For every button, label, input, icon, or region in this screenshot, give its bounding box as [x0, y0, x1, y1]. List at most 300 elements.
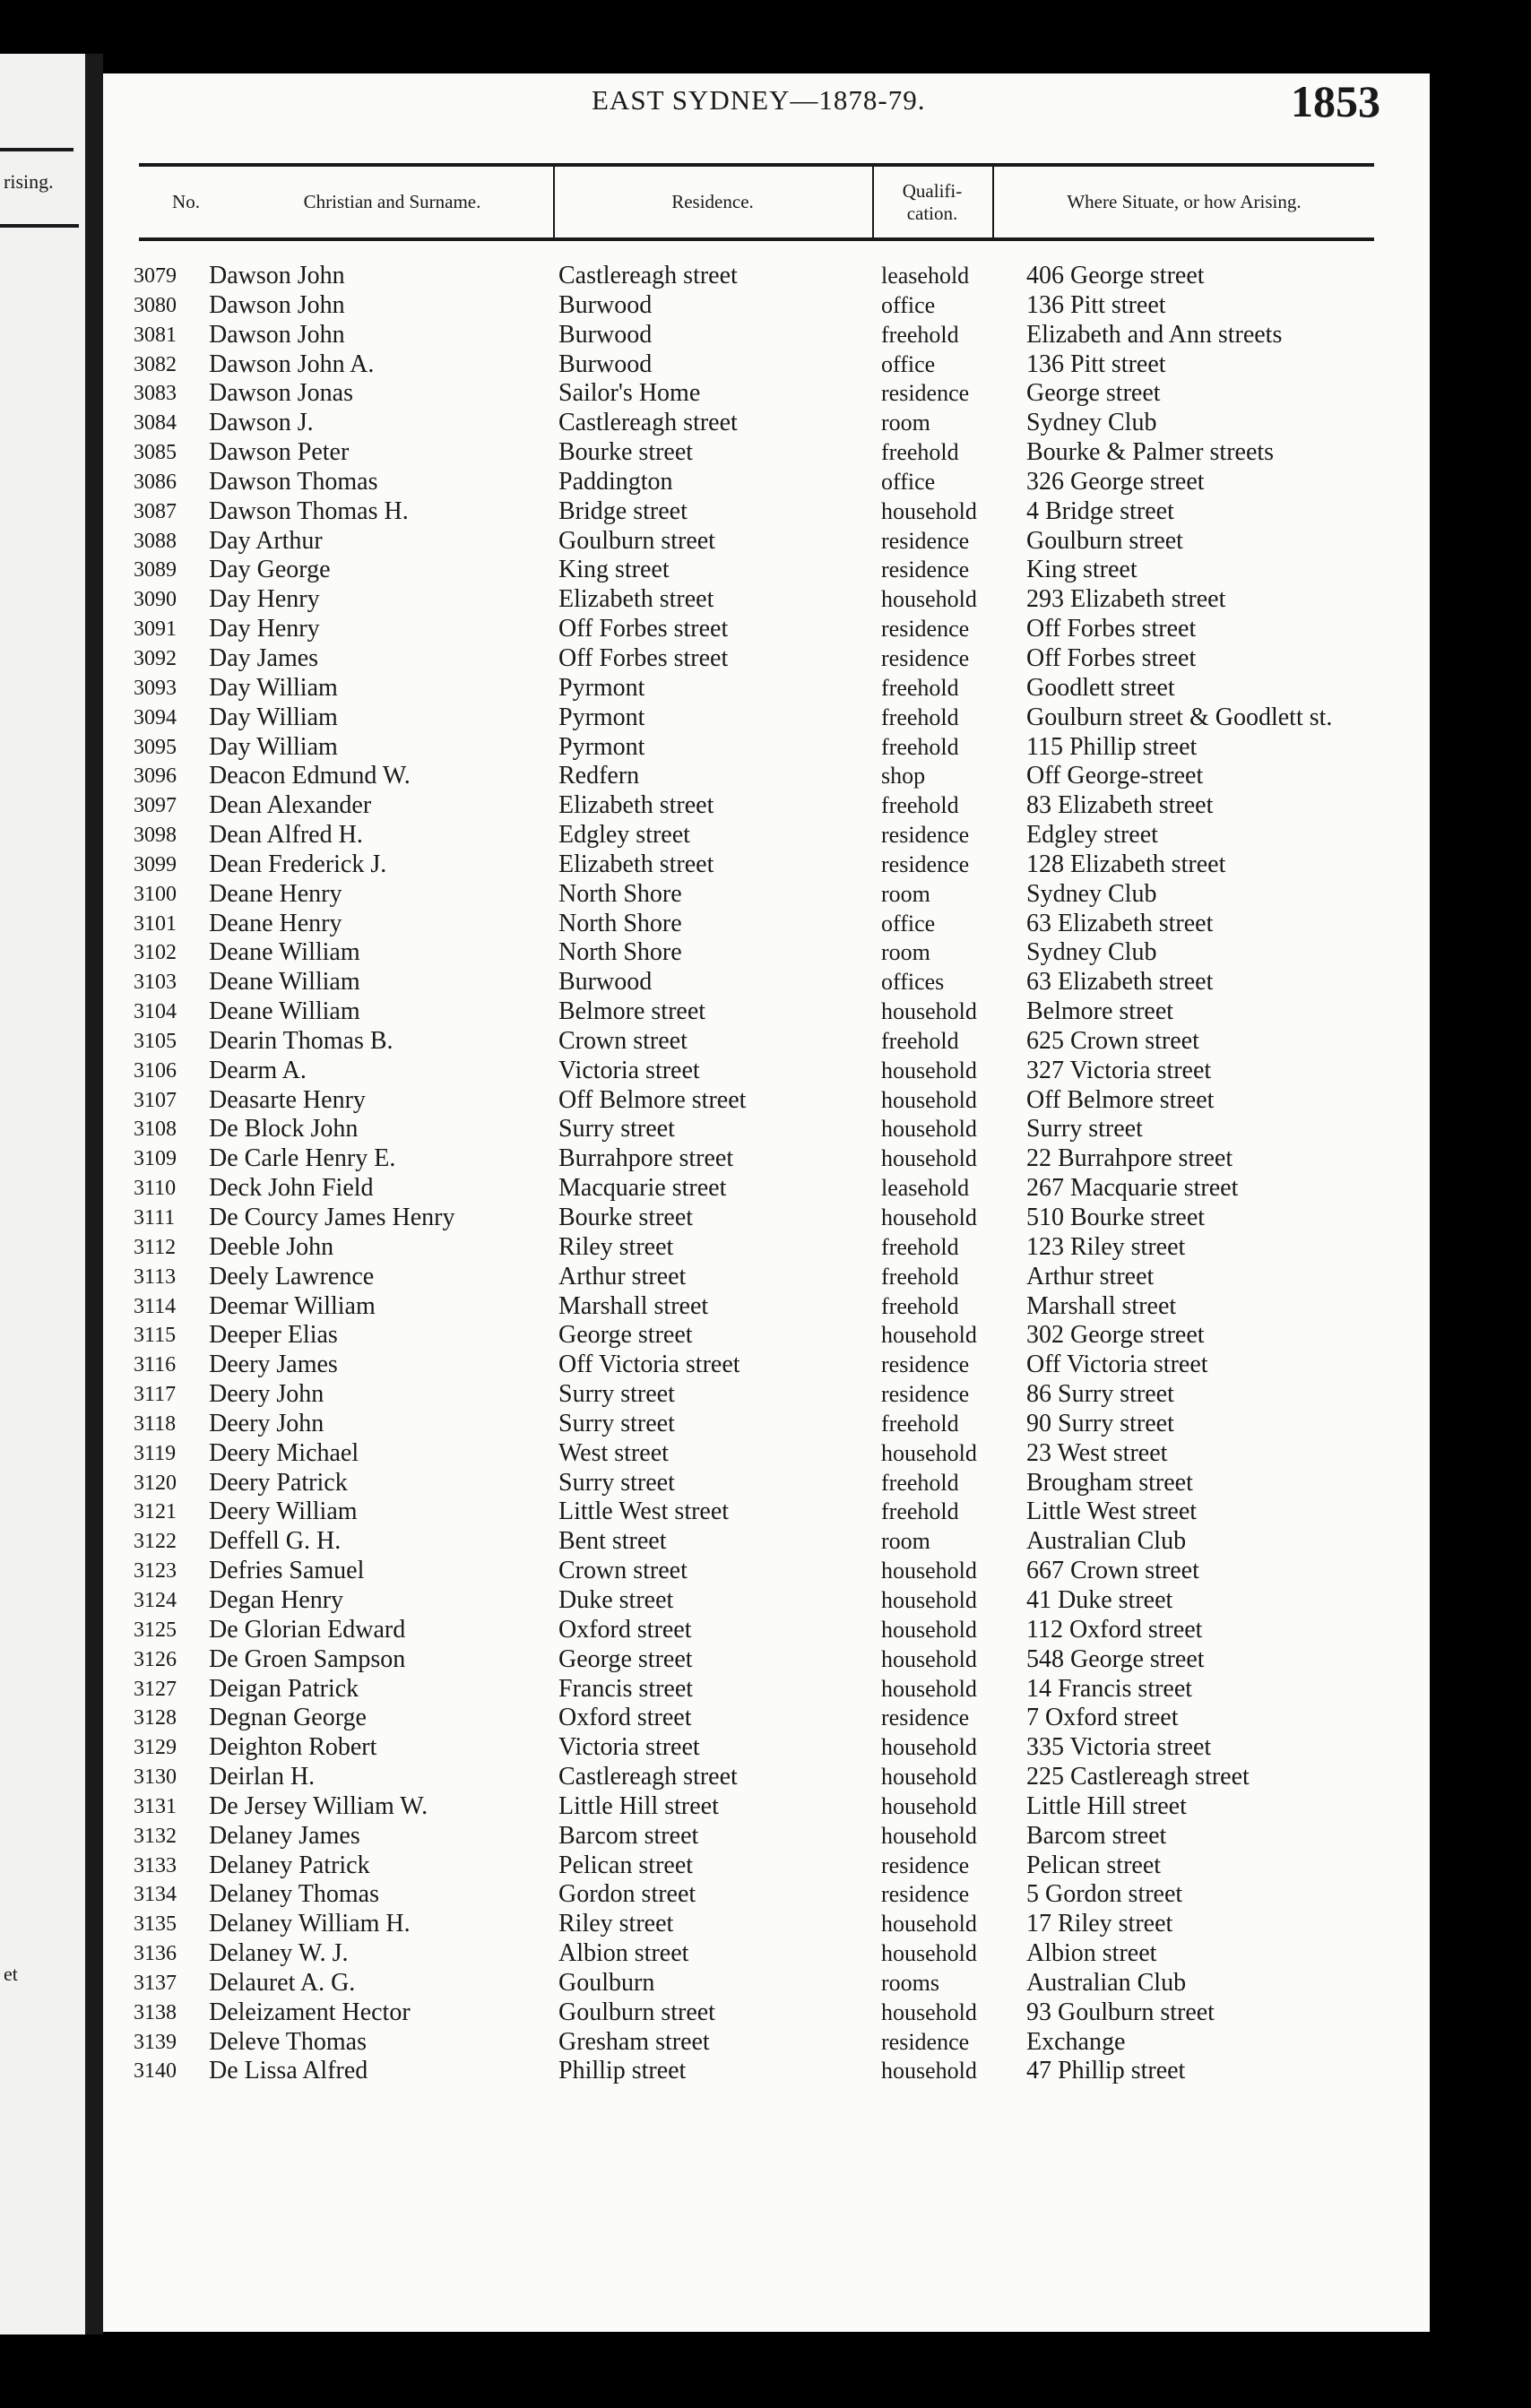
qualification-cell: residence	[881, 2028, 970, 2055]
row-number: 3124	[134, 1588, 177, 1612]
table-row	[103, 674, 1430, 703]
elector-name: Deigan Patrick	[209, 1674, 359, 1703]
row-number: 3135	[134, 1912, 177, 1937]
residence-cell: Victoria street	[558, 1056, 700, 1084]
where-situate-cell: 293 Elizabeth street	[1026, 585, 1226, 614]
table-row	[103, 938, 1430, 968]
where-situate-cell: Off Victoria street	[1026, 1351, 1208, 1379]
elector-name: Deely Lawrence	[209, 1262, 375, 1290]
row-number: 3139	[134, 2030, 177, 2054]
elector-name: Deck John Field	[209, 1174, 374, 1203]
where-situate-cell: 83 Elizabeth street	[1026, 791, 1214, 820]
residence-cell: Elizabeth street	[558, 850, 714, 878]
table-row	[103, 1115, 1430, 1144]
residence-cell: Belmore street	[558, 997, 706, 1026]
table-row	[103, 1616, 1430, 1645]
residence-cell: Bourke street	[558, 1204, 694, 1231]
residence-cell: Burrahpore street	[558, 1144, 734, 1173]
where-situate-cell: 406 George street	[1026, 262, 1205, 289]
table-row	[103, 1586, 1430, 1616]
row-number: 3131	[134, 1794, 177, 1818]
row-number: 3105	[134, 1029, 177, 1053]
table-row	[103, 1204, 1430, 1233]
where-situate-cell: 667 Crown street	[1026, 1557, 1199, 1585]
table-row	[103, 409, 1430, 438]
table-row	[103, 1733, 1430, 1763]
row-number: 3095	[134, 735, 177, 759]
qualification-cell: freehold	[881, 792, 959, 819]
qualification-cell: residence	[881, 1851, 970, 1878]
elector-name: Dawson John	[209, 320, 345, 349]
where-situate-cell: 47 Phillip street	[1026, 2057, 1186, 2085]
qualification-cell: leasehold	[881, 263, 970, 289]
where-situate-cell: 14 Francis street	[1026, 1674, 1193, 1703]
qualification-cell: household	[881, 998, 977, 1025]
where-situate-cell: 335 Victoria street	[1026, 1733, 1212, 1762]
residence-cell: Little Hill street	[558, 1791, 719, 1820]
qualification-cell: residence	[881, 822, 970, 849]
table-row	[103, 997, 1430, 1027]
qualification-cell: residence	[881, 380, 970, 407]
row-number: 3082	[134, 352, 177, 376]
table-row	[103, 1380, 1430, 1410]
elector-name: Dawson John	[209, 290, 345, 319]
row-number: 3114	[134, 1294, 177, 1318]
where-situate-cell: Bourke & Palmer streets	[1026, 438, 1275, 467]
where-situate-cell: 5 Gordon street	[1026, 1880, 1183, 1909]
qualification-cell: freehold	[881, 674, 959, 701]
where-situate-cell: Australian Club	[1026, 1968, 1187, 1997]
where-situate-cell: 41 Duke street	[1026, 1585, 1173, 1614]
row-number: 3140	[134, 2059, 177, 2084]
elector-name: De Block John	[209, 1115, 359, 1144]
elector-name: Deery William	[209, 1497, 358, 1526]
residence-cell: Off Victoria street	[558, 1351, 740, 1379]
table-row	[103, 1233, 1430, 1263]
residence-cell: Castlereagh street	[558, 409, 738, 437]
elector-name: Delauret A. G.	[209, 1968, 356, 1997]
row-number: 3099	[134, 852, 177, 876]
table-row	[103, 350, 1430, 380]
table-row	[103, 1939, 1430, 1969]
table-row	[103, 1704, 1430, 1733]
residence-cell: Off Forbes street	[558, 643, 729, 672]
elector-name: Dawson Thomas H.	[209, 496, 409, 525]
residence-cell: Elizabeth street	[558, 585, 714, 614]
where-situate-cell: Pelican street	[1026, 1851, 1162, 1879]
elector-name: Dawson John	[209, 262, 345, 289]
table-row	[103, 1144, 1430, 1174]
qualification-cell: household	[881, 1145, 977, 1172]
qualification-cell: room	[881, 1528, 930, 1555]
elector-name: Degnan George	[209, 1704, 367, 1732]
residence-cell: Pyrmont	[558, 673, 645, 702]
elector-name: Delaney William H.	[209, 1910, 411, 1938]
elector-name: Deasarte Henry	[209, 1085, 366, 1114]
where-situate-cell: 326 George street	[1026, 467, 1205, 496]
elector-name: Deery John	[209, 1380, 324, 1409]
elector-name: Deery Patrick	[209, 1468, 348, 1497]
elector-name: Deane Henry	[209, 909, 342, 937]
table-row	[103, 1174, 1430, 1204]
where-situate-cell: Belmore street	[1026, 997, 1174, 1026]
qualification-cell: residence	[881, 1705, 970, 1731]
residence-cell: Sailor's Home	[558, 379, 701, 408]
row-number: 3123	[134, 1559, 177, 1584]
row-number: 3079	[134, 264, 177, 288]
elector-name: Deane Henry	[209, 879, 342, 908]
table-row	[103, 615, 1430, 644]
page-number: 1853	[1291, 76, 1380, 126]
where-situate-cell: 112 Oxford street	[1026, 1615, 1203, 1644]
qualification-cell: shop	[881, 763, 926, 790]
qualification-cell: freehold	[881, 1410, 959, 1437]
residence-cell: Albion street	[558, 1939, 689, 1968]
elector-name: Deirlan H.	[209, 1763, 316, 1791]
table-row	[103, 968, 1430, 997]
where-situate-cell: 123 Riley street	[1026, 1232, 1186, 1261]
qualification-cell: residence	[881, 1381, 970, 1408]
where-situate-cell: Surry street	[1026, 1115, 1143, 1144]
table-row	[103, 1880, 1430, 1910]
row-number: 3089	[134, 558, 177, 583]
column-header-no: No.	[172, 191, 200, 213]
where-situate-cell: Off George-street	[1026, 762, 1204, 790]
row-number: 3128	[134, 1706, 177, 1730]
elector-name: Delaney James	[209, 1821, 360, 1850]
elector-name: Deane William	[209, 938, 360, 967]
elector-name: Dawson Thomas	[209, 467, 378, 496]
table-row	[103, 2057, 1430, 2086]
elector-name: Day James	[209, 643, 319, 672]
elector-name: De Groen Sampson	[209, 1644, 406, 1673]
residence-cell: Francis street	[558, 1674, 694, 1703]
qualification-cell: offices	[881, 969, 945, 996]
qualification-cell: residence	[881, 1881, 970, 1908]
where-situate-cell: Little Hill street	[1026, 1791, 1187, 1820]
table-row	[103, 262, 1430, 291]
residence-cell: Arthur street	[558, 1262, 687, 1290]
where-situate-cell: 115 Phillip street	[1026, 732, 1198, 761]
where-situate-cell: Sydney Club	[1026, 879, 1157, 908]
where-situate-cell: Exchange	[1026, 2027, 1126, 2056]
residence-cell: Off Belmore street	[558, 1085, 747, 1114]
qualification-cell: household	[881, 1764, 977, 1791]
elector-name: Deleve Thomas	[209, 2027, 367, 2056]
row-number: 3130	[134, 1765, 177, 1790]
where-situate-cell: King street	[1026, 556, 1137, 584]
elector-name: Deery Michael	[209, 1438, 359, 1467]
residence-cell: Victoria street	[558, 1733, 700, 1762]
residence-cell: West street	[558, 1438, 669, 1467]
table-row	[103, 1086, 1430, 1116]
residence-cell: Barcom street	[558, 1821, 699, 1850]
elector-name: Defries Samuel	[209, 1557, 365, 1585]
qualification-cell: freehold	[881, 703, 959, 730]
table-row	[103, 1557, 1430, 1586]
elector-name: Day Arthur	[209, 526, 323, 555]
row-number: 3090	[134, 588, 177, 612]
qualification-cell: residence	[881, 557, 970, 583]
previous-page-edge	[0, 54, 85, 2335]
elector-name: Dearm A.	[209, 1056, 307, 1084]
table-row	[103, 556, 1430, 585]
where-situate-cell: Goulburn street	[1026, 526, 1183, 555]
table-row	[103, 438, 1430, 468]
residence-cell: Oxford street	[558, 1615, 692, 1644]
table-row	[103, 644, 1430, 674]
residence-cell: Surry street	[558, 1115, 675, 1144]
row-number: 3102	[134, 941, 177, 965]
elector-name: Deeper Elias	[209, 1321, 338, 1350]
qualification-cell: household	[881, 1086, 977, 1113]
elector-name: Deighton Robert	[209, 1733, 377, 1762]
elector-name: Day William	[209, 703, 338, 731]
elector-name: Delaney W. J.	[209, 1939, 349, 1968]
row-number: 3112	[134, 1235, 177, 1259]
elector-name: De Lissa Alfred	[209, 2057, 368, 2085]
residence-cell: Off Forbes street	[558, 615, 729, 643]
qualification-cell: household	[881, 1116, 977, 1143]
table-row	[103, 1497, 1430, 1527]
where-situate-cell: Brougham street	[1026, 1468, 1193, 1497]
column-header-where: Where Situate, or how Arising.	[1067, 191, 1302, 213]
row-number: 3115	[134, 1324, 177, 1348]
table-row	[103, 762, 1430, 791]
qualification-cell: freehold	[881, 1469, 959, 1496]
row-number: 3132	[134, 1824, 177, 1848]
qualification-cell: household	[881, 1616, 977, 1643]
where-situate-cell: Australian Club	[1026, 1527, 1187, 1556]
qualification-cell: leasehold	[881, 1175, 970, 1202]
row-number: 3098	[134, 824, 177, 848]
where-situate-cell: Off Forbes street	[1026, 643, 1197, 672]
where-situate-cell: 63 Elizabeth street	[1026, 909, 1214, 937]
row-number: 3083	[134, 382, 177, 406]
qualification-cell: office	[881, 910, 936, 936]
table-row	[103, 1675, 1430, 1705]
where-situate-cell: 548 George street	[1026, 1644, 1205, 1673]
residence-cell: Marshall street	[558, 1291, 709, 1320]
elector-name: Deleizament Hector	[209, 1998, 411, 2026]
table-row	[103, 1321, 1430, 1351]
qualification-cell: household	[881, 1940, 977, 1967]
qualification-cell: household	[881, 1204, 977, 1230]
qualification-cell: household	[881, 586, 977, 613]
qualification-cell: freehold	[881, 321, 959, 348]
qualification-cell: household	[881, 1998, 977, 2025]
table-row	[103, 1351, 1430, 1380]
residence-cell: Surry street	[558, 1380, 675, 1409]
row-number: 3127	[134, 1677, 177, 1701]
table-row	[103, 1910, 1430, 1939]
where-situate-cell: 128 Elizabeth street	[1026, 850, 1226, 878]
row-number: 3121	[134, 1500, 177, 1524]
residence-cell: Redfern	[558, 762, 640, 790]
elector-name: De Courcy James Henry	[209, 1204, 455, 1231]
table-row	[103, 1057, 1430, 1086]
where-situate-cell: 17 Riley street	[1026, 1910, 1173, 1938]
row-number: 3134	[134, 1883, 177, 1907]
residence-cell: Goulburn street	[558, 1998, 715, 2026]
where-situate-cell: 86 Surry street	[1026, 1380, 1174, 1409]
residence-cell: Burwood	[558, 320, 653, 349]
qualification-cell: office	[881, 468, 936, 495]
table-row	[103, 2028, 1430, 2058]
qualification-cell: household	[881, 1057, 977, 1083]
where-situate-cell: Goulburn street & Goodlett st.	[1026, 703, 1333, 731]
row-number: 3081	[134, 323, 177, 347]
row-number: 3137	[134, 1971, 177, 1995]
residence-cell: Bridge street	[558, 496, 688, 525]
table-row	[103, 379, 1430, 409]
table-row	[103, 321, 1430, 350]
qualification-cell: household	[881, 1322, 977, 1349]
row-number: 3125	[134, 1618, 177, 1642]
previous-page-header-fragment: rising.	[4, 170, 54, 193]
residence-cell: Gordon street	[558, 1880, 696, 1909]
table-row	[103, 910, 1430, 939]
residence-cell: Paddington	[558, 467, 673, 496]
qualification-cell: residence	[881, 616, 970, 643]
previous-page-rule	[0, 148, 74, 151]
residence-cell: Castlereagh street	[558, 262, 738, 289]
where-situate-cell: 136 Pitt street	[1026, 350, 1166, 378]
residence-cell: Surry street	[558, 1409, 675, 1437]
residence-cell: Goulburn street	[558, 526, 715, 555]
row-number: 3085	[134, 441, 177, 465]
row-number: 3138	[134, 2000, 177, 2024]
elector-name: Day William	[209, 673, 338, 702]
header-bottom-rule	[139, 237, 1374, 241]
residence-cell: King street	[558, 556, 670, 584]
residence-cell: Pyrmont	[558, 732, 645, 761]
elector-name: Day Henry	[209, 585, 320, 614]
row-number: 3080	[134, 293, 177, 317]
qualification-cell: household	[881, 1734, 977, 1761]
qualification-cell: residence	[881, 1351, 970, 1378]
residence-cell: Oxford street	[558, 1704, 692, 1732]
qualification-cell: residence	[881, 850, 970, 877]
row-number: 3118	[134, 1411, 177, 1436]
qualification-cell: household	[881, 497, 977, 524]
where-situate-cell: Off Belmore street	[1026, 1085, 1215, 1114]
row-number: 3113	[134, 1264, 177, 1289]
table-row	[103, 291, 1430, 321]
table-row	[103, 1822, 1430, 1851]
row-number: 3136	[134, 1942, 177, 1966]
residence-cell: North Shore	[558, 879, 682, 908]
where-situate-cell: 267 Macquarie street	[1026, 1174, 1239, 1203]
column-header-qualification: Qualifi- cation.	[902, 180, 963, 224]
where-situate-cell: Little West street	[1026, 1497, 1198, 1526]
where-situate-cell: 4 Bridge street	[1026, 496, 1174, 525]
residence-cell: Goulburn	[558, 1968, 655, 1997]
page-gutter	[85, 54, 103, 2335]
table-row	[103, 1263, 1430, 1292]
residence-cell: Riley street	[558, 1232, 674, 1261]
row-number: 3088	[134, 529, 177, 553]
table-row	[103, 1792, 1430, 1822]
qualification-cell: household	[881, 2058, 977, 2084]
residence-cell: Pyrmont	[558, 703, 645, 731]
where-situate-cell: Barcom street	[1026, 1821, 1167, 1850]
where-situate-cell: George street	[1026, 379, 1161, 408]
residence-cell: Riley street	[558, 1910, 674, 1938]
where-situate-cell: Marshall street	[1026, 1291, 1177, 1320]
elector-name: Day William	[209, 732, 338, 761]
qualification-cell: household	[881, 1675, 977, 1702]
qualification-cell: residence	[881, 644, 970, 671]
where-situate-cell: 93 Goulburn street	[1026, 1998, 1215, 2026]
qualification-cell: office	[881, 350, 936, 377]
table-row	[103, 1027, 1430, 1057]
where-situate-cell: Goodlett street	[1026, 673, 1175, 702]
qualification-cell: household	[881, 1558, 977, 1584]
residence-cell: North Shore	[558, 938, 682, 967]
elector-name: Dawson Peter	[209, 438, 350, 467]
table-row	[103, 850, 1430, 880]
row-number: 3120	[134, 1471, 177, 1495]
elector-name: Deane William	[209, 997, 360, 1026]
row-number: 3091	[134, 617, 177, 642]
residence-cell: Pelican street	[558, 1851, 694, 1879]
qualification-cell: household	[881, 1586, 977, 1613]
elector-name: Dean Frederick J.	[209, 850, 387, 878]
elector-name: Deane William	[209, 968, 360, 997]
residence-cell: Crown street	[558, 1026, 688, 1055]
previous-page-rule	[0, 224, 79, 228]
residence-cell: Bourke street	[558, 438, 694, 467]
row-number: 3084	[134, 411, 177, 436]
elector-name: Deffell G. H.	[209, 1527, 342, 1556]
qualification-cell: household	[881, 1439, 977, 1466]
elector-name: Deeble John	[209, 1232, 334, 1261]
row-number: 3122	[134, 1530, 177, 1554]
qualification-cell: household	[881, 1792, 977, 1819]
row-number: 3096	[134, 764, 177, 789]
elector-name: Degan Henry	[209, 1585, 344, 1614]
qualification-cell: freehold	[881, 1263, 959, 1290]
where-situate-cell: 225 Castlereagh street	[1026, 1763, 1250, 1791]
qualification-cell: rooms	[881, 1969, 939, 1996]
where-situate-cell: 510 Bourke street	[1026, 1204, 1206, 1231]
where-situate-cell: Sydney Club	[1026, 409, 1157, 437]
table-row	[103, 821, 1430, 850]
residence-cell: Edgley street	[558, 821, 690, 850]
where-situate-cell: Off Forbes street	[1026, 615, 1197, 643]
residence-cell: Bent street	[558, 1527, 667, 1556]
qualification-cell: room	[881, 939, 930, 966]
residence-cell: Phillip street	[558, 2057, 687, 2085]
qualification-cell: freehold	[881, 1292, 959, 1319]
elector-name: Dawson J.	[209, 409, 314, 437]
where-situate-cell: Edgley street	[1026, 821, 1158, 850]
table-row	[103, 733, 1430, 763]
residence-cell: Gresham street	[558, 2027, 710, 2056]
qualification-cell: room	[881, 410, 930, 436]
table-row	[103, 1851, 1430, 1881]
residence-cell: Macquarie street	[558, 1174, 727, 1203]
qualification-cell: household	[881, 1645, 977, 1672]
qualification-cell: household	[881, 1822, 977, 1849]
page-title: EAST SYDNEY—1878-79.	[592, 84, 926, 116]
qualification-cell: office	[881, 291, 936, 318]
elector-name: De Jersey William W.	[209, 1791, 428, 1820]
elector-name: Deery James	[209, 1351, 338, 1379]
where-situate-cell: 22 Burrahpore street	[1026, 1144, 1233, 1173]
register-page	[103, 73, 1430, 2332]
